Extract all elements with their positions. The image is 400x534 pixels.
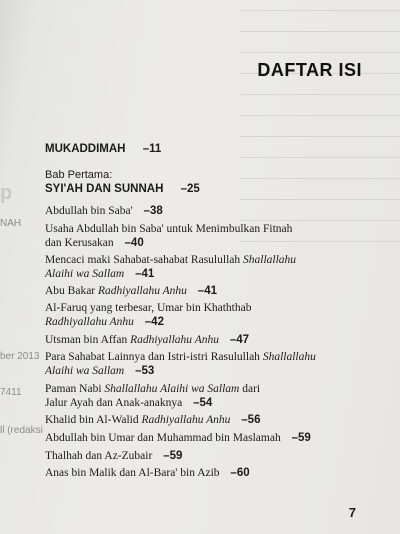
bleed-text: NAH bbox=[0, 218, 22, 229]
bleed-text: ll (redaksi bbox=[0, 425, 43, 436]
toc-label: Para Sahabat Lainnya dan Istri-istri Rasulullah bbox=[45, 351, 263, 363]
toc-label-italic: Shallallahu bbox=[243, 254, 297, 266]
toc-page: –47 bbox=[229, 334, 250, 346]
bleed-text: p bbox=[0, 182, 13, 204]
toc-entry bbox=[45, 382, 260, 396]
toc-label: Abdullah bin Umar dan Muhammad bin Maslamah bbox=[45, 432, 281, 444]
toc-label: Paman Nabi bbox=[45, 383, 105, 395]
toc-page: –40 bbox=[124, 237, 144, 249]
toc-entry: Al-Faruq yang terbesar, Umar bin Khaththab bbox=[45, 302, 252, 314]
toc-label: Jalur Ayah dan Anak-anaknya bbox=[45, 397, 183, 409]
toc-entry bbox=[45, 449, 182, 463]
toc-entry bbox=[45, 315, 164, 329]
toc-label-italic: Radhiyallahu Anhu bbox=[45, 316, 134, 328]
toc-entry bbox=[45, 364, 154, 378]
toc-page: –41 bbox=[135, 268, 155, 280]
toc-label: Thalhah dan Az-Zubair bbox=[45, 450, 153, 462]
toc-entry bbox=[45, 350, 316, 364]
toc-entry bbox=[45, 236, 144, 250]
toc-page: –42 bbox=[144, 316, 164, 328]
toc-page: –53 bbox=[135, 365, 155, 377]
toc-label-italic: Alaihi wa Sallam bbox=[45, 365, 125, 377]
toc-label: MUKADDIMAH bbox=[45, 143, 126, 155]
toc-entry bbox=[45, 267, 154, 281]
toc-page: –54 bbox=[193, 397, 213, 409]
toc-page: –11 bbox=[142, 143, 162, 155]
show-through-text bbox=[240, 0, 400, 260]
toc-entry bbox=[45, 142, 161, 156]
toc-entry bbox=[45, 333, 249, 347]
toc-label: Anas bin Malik dan Al-Bara' bin Azib bbox=[45, 467, 220, 479]
toc-page: –38 bbox=[143, 205, 163, 217]
toc-label: Khalid bin Al-Walid bbox=[45, 414, 142, 426]
toc-entry bbox=[45, 253, 296, 267]
bleed-text: 7411 bbox=[0, 387, 22, 398]
toc-label-italic: Radhiyallahu Anhu bbox=[98, 285, 187, 297]
toc-entry bbox=[45, 396, 212, 410]
toc-entry bbox=[45, 284, 217, 298]
chapter-label: Bab Pertama: bbox=[45, 169, 113, 181]
toc-label: dari bbox=[239, 383, 261, 395]
toc-entry bbox=[45, 204, 163, 218]
toc-label: Utsman bin Affan bbox=[45, 334, 131, 346]
page-number: 7 bbox=[348, 505, 356, 520]
toc-page: –59 bbox=[163, 450, 183, 462]
toc-label: dan Kerusakan bbox=[45, 237, 114, 249]
toc-label-italic: Shallallahu Alaihi wa Sallam bbox=[104, 383, 240, 395]
toc-entry bbox=[45, 431, 311, 445]
toc-page: –41 bbox=[197, 285, 217, 297]
toc-label-italic: Radhiyallahu Anhu bbox=[141, 414, 231, 426]
toc-label-italic: Alaihi wa Sallam bbox=[45, 268, 125, 280]
chapter-title bbox=[45, 182, 200, 196]
page-title: DAFTAR ISI bbox=[257, 60, 362, 80]
toc-label-italic: Radhiyallahu Anhu bbox=[130, 334, 219, 346]
toc-entry: Usaha Abdullah bin Saba' untuk Menimbulkan Fitnah bbox=[45, 223, 293, 235]
toc-page: –59 bbox=[291, 432, 311, 444]
toc-label: Mencaci maki Sahabat-sahabat Rasulullah bbox=[45, 254, 243, 266]
toc-entry bbox=[45, 413, 260, 427]
toc-page: –25 bbox=[180, 183, 200, 195]
toc-label-italic: Shallallahu bbox=[262, 351, 316, 363]
toc-label: Abdullah bin Saba' bbox=[45, 205, 133, 217]
bleed-text: ber 2013 bbox=[0, 351, 40, 362]
toc-page: –60 bbox=[230, 467, 250, 479]
toc-entry bbox=[45, 466, 250, 480]
toc-label: Abu Bakar bbox=[45, 285, 99, 297]
toc-page: –56 bbox=[241, 414, 261, 426]
toc-label: SYI'AH DAN SUNNAH bbox=[45, 183, 164, 195]
